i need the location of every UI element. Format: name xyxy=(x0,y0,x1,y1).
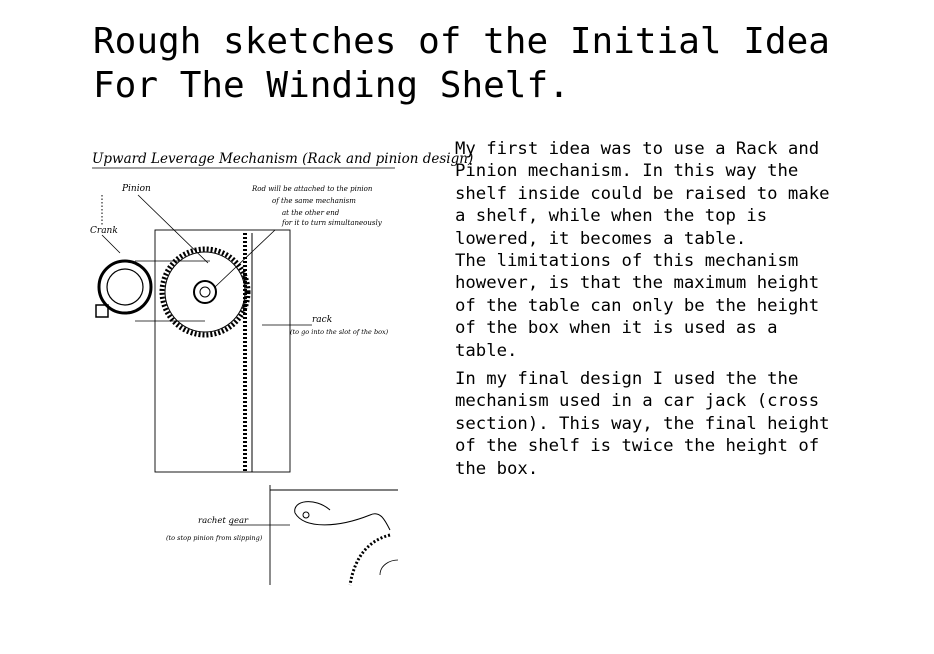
text-line: the box. xyxy=(455,458,539,479)
text-line: however, is that the maximum height xyxy=(455,273,820,294)
text-line: In my final design I used the the xyxy=(455,369,799,390)
text-line: table. xyxy=(455,340,518,361)
label-pinion: Pinion xyxy=(122,184,151,194)
label-rod-note-3: at the other end xyxy=(282,209,340,217)
label-ratchet-note: (to stop pinion from slipping) xyxy=(166,534,263,542)
label-rack: rack xyxy=(312,315,333,325)
title-line-1: Rough sketches of the Initial Idea xyxy=(93,21,830,62)
label-rod-note-1: Rod will be attached to the pinion xyxy=(252,185,373,193)
label-crank: Crank xyxy=(90,226,118,236)
label-rack-note: (to go into the slot of the box) xyxy=(290,328,389,336)
rack-and-pinion-sketch xyxy=(80,135,474,595)
text-line: The limitations of this mechanism xyxy=(455,251,799,272)
text-line: of the shelf is twice the height of xyxy=(455,436,820,457)
text-line: section). This way, the final height xyxy=(455,413,830,434)
label-rod-note-2: of the same mechanism xyxy=(272,197,356,205)
text-line: of the table can only be the height xyxy=(455,295,820,316)
sketch-heading: Upward Leverage Mechanism (Rack and pinion design) xyxy=(92,151,474,167)
title-line-2: For The Winding Shelf. xyxy=(93,65,570,106)
label-rod-note-4: for it to turn simultaneously xyxy=(282,219,382,227)
paragraph-final-design xyxy=(455,368,875,480)
label-ratchet: rachet gear xyxy=(198,516,249,526)
text-line: Pinion mechanism. In this way the xyxy=(455,161,799,182)
text-line: lowered, it becomes a table. xyxy=(455,228,747,249)
text-line: mechanism used in a car jack (cross xyxy=(455,391,820,412)
text-line: a shelf, while when the top is xyxy=(455,206,768,227)
text-line: My first idea was to use a Rack and xyxy=(455,139,820,159)
text-line: of the box when it is used as a xyxy=(455,318,778,339)
paragraph-rack-and-pinion xyxy=(455,138,875,362)
text-line: shelf inside could be raised to make xyxy=(455,183,830,204)
description-text xyxy=(455,138,875,486)
page-title xyxy=(93,20,913,108)
